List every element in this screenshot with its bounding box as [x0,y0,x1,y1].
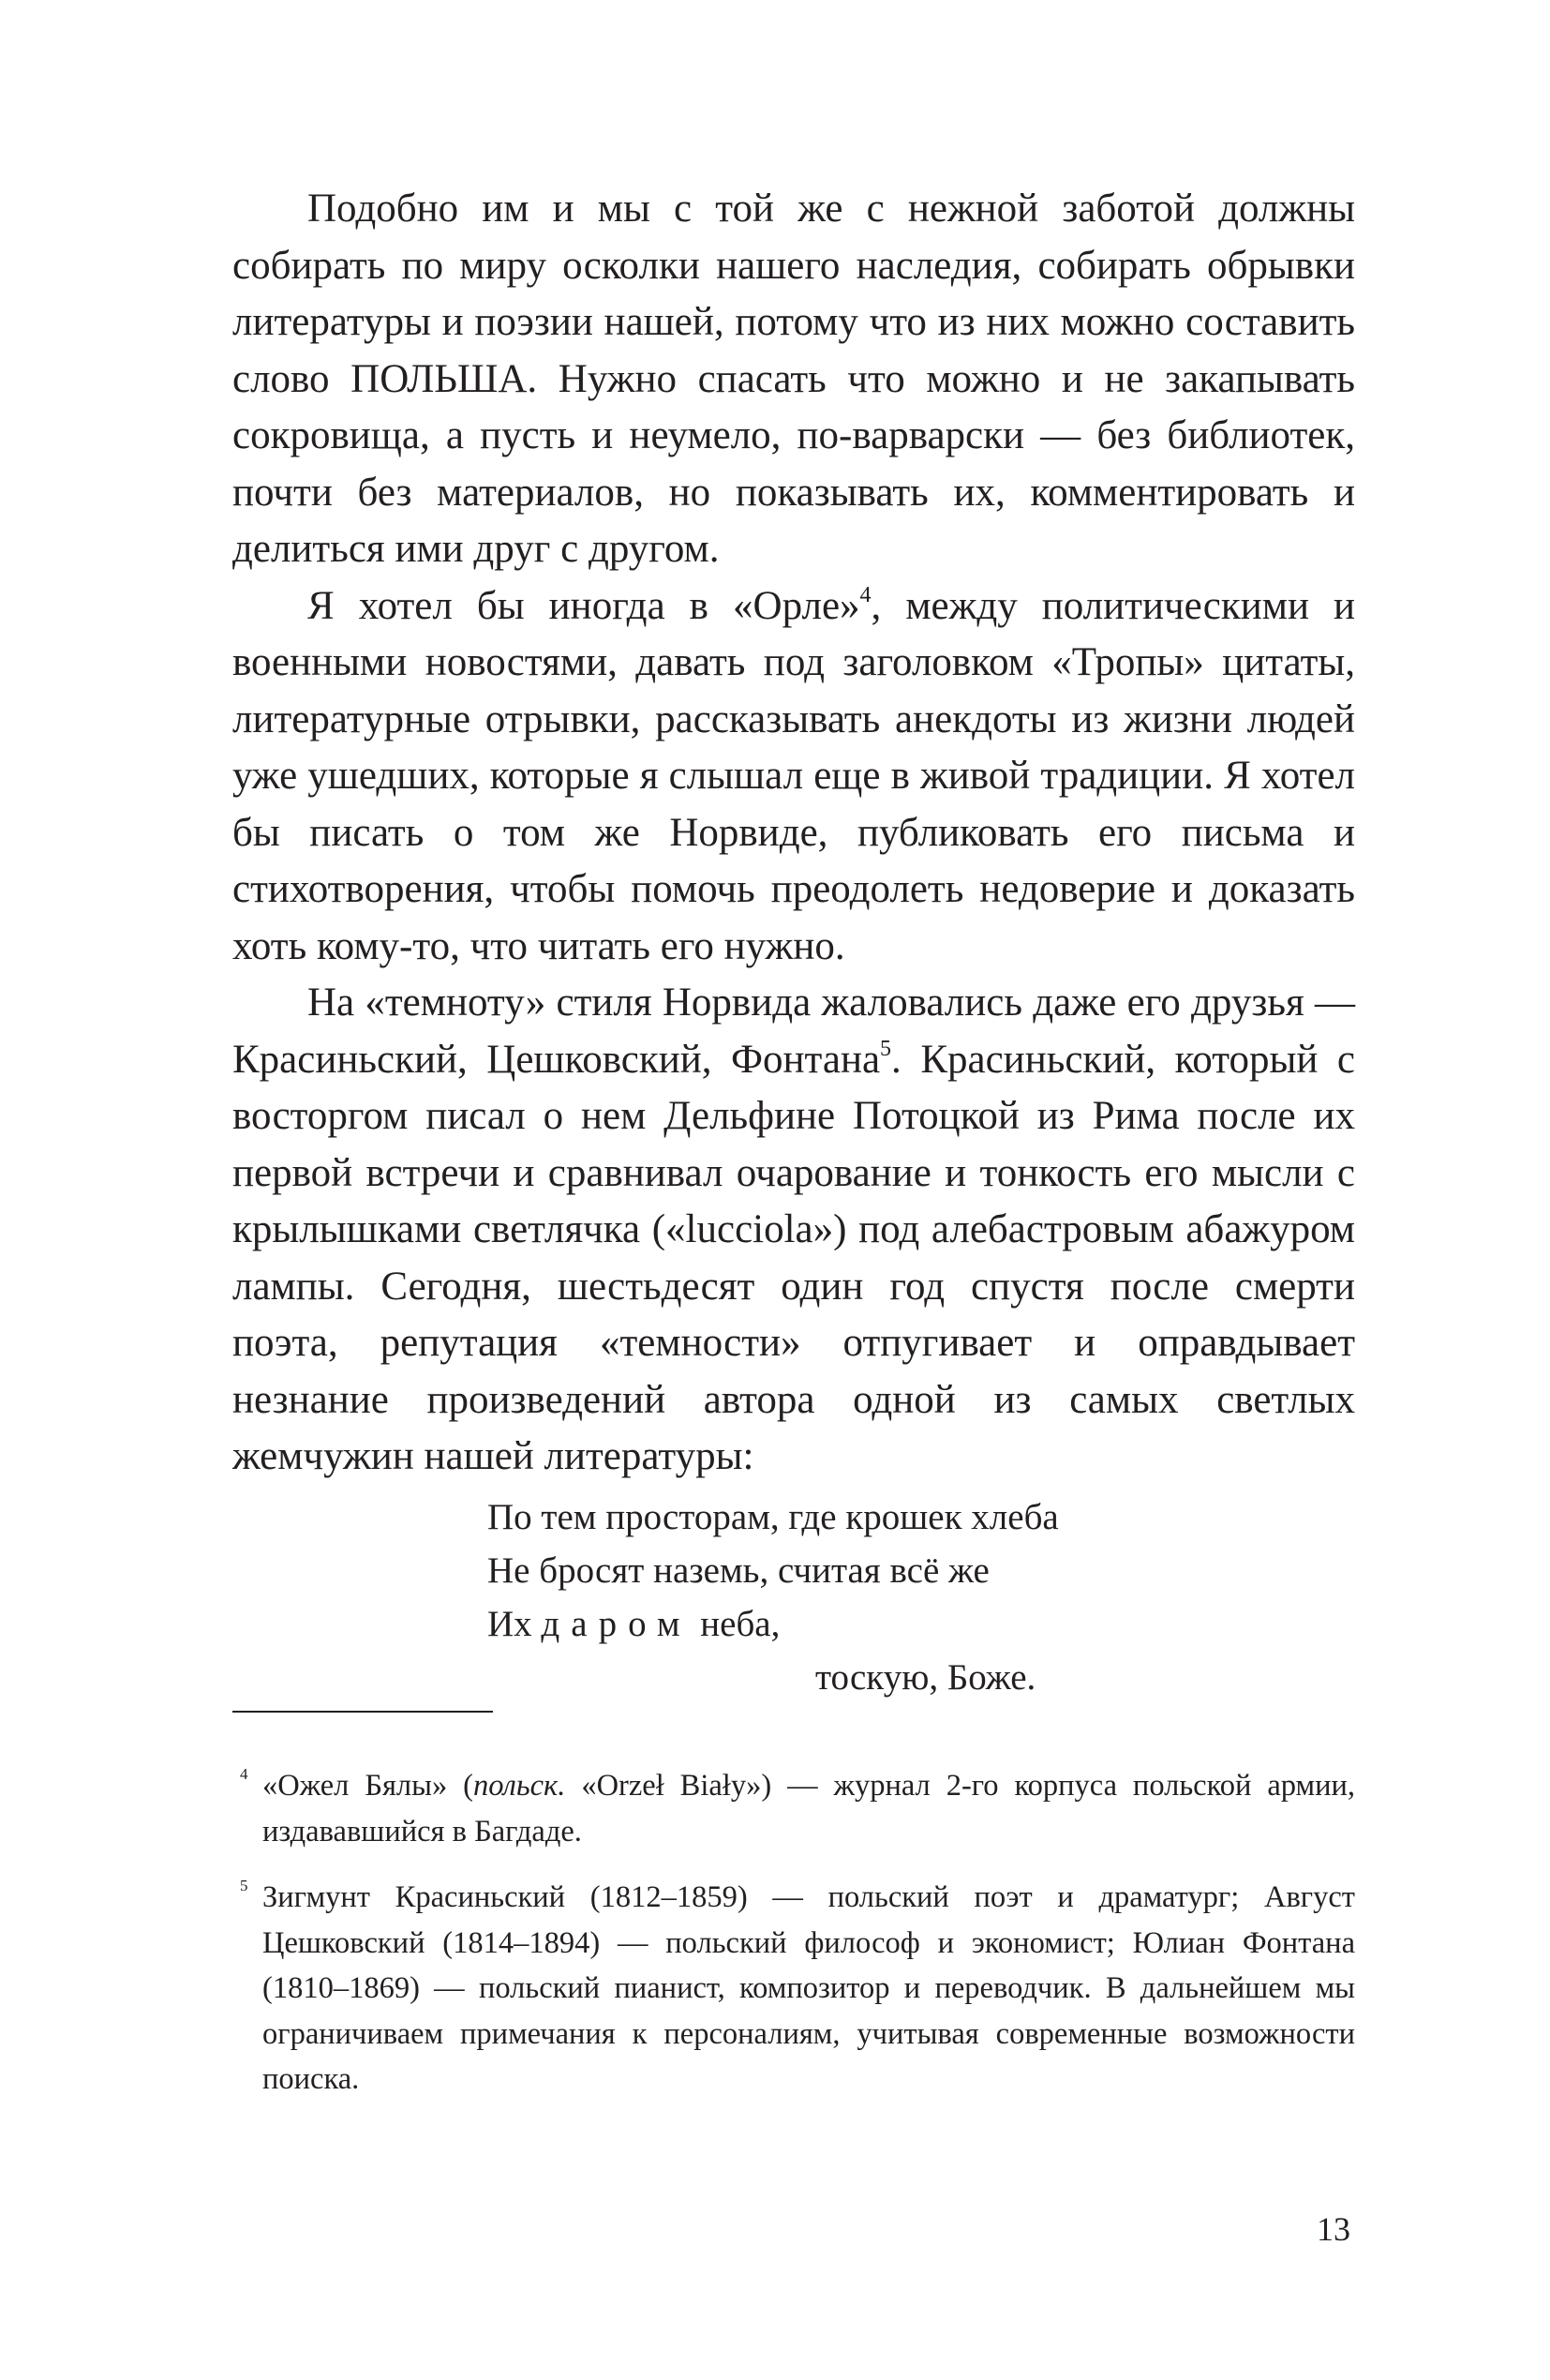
paragraph-2-text-start: Я хотел бы иногда в «Орле» [307,583,860,628]
poem-line-3-end: неба, [700,1604,781,1644]
poem-line-3-start: Их [487,1604,532,1644]
paragraph-3-text-end: . Красиньский, который с восторгом писал о нем Дельфине Потоцкой из Рима после их первой встречи и сравнивал очарование и тонкость его мысли с крылышками светлячка («lucciola») под алебастровым абажуром лампы. Сегодня, шестьдесят один год спустя после смерти поэта, репутация «темности» отпугивает и оправдывает незнание произведений автора одной из самых светлых жемчужин нашей литературы: [232,1037,1355,1478]
poem-line-2: Не бросят наземь, считая всё же [487,1550,990,1591]
footnote-4-text-start: «Ожел Бялы» ( [262,1769,473,1803]
footnote-4-number: 4 [240,1765,248,1783]
footnote-5-text: Зигмунт Красиньский (1812–1859) — польский поэт и драматург; Август Цешковский (1814–1894) — польский философ и экономист; Юлиан Фонтана (1810–1869) — польский пианист, композитор и переводчик. В дальнейшем мы ограничиваем примечания к персоналиям, учитывая современные возможности поиска. [262,1880,1355,2096]
footnote-4 [232,1763,1355,1854]
footnotes [232,1763,1355,2123]
footnote-ref-4[interactable]: 4 [859,582,872,607]
footnote-4-text-end: «Orzeł Biały») — журнал 2-го корпуса польской армии, издававшийся в Багдаде. [262,1769,1355,1849]
paragraph-3-text-start: На «темноту» стиля Норвида жаловались даже его друзья — Красиньский, Цешковский, Фонтана [232,980,1355,1082]
paragraph-2 [232,578,1355,976]
footnote-divider [232,1711,493,1713]
poem-quote [487,1490,1059,1704]
main-text [232,181,1355,1486]
page-number: 13 [1317,2210,1350,2248]
poem-line-3 [487,1597,1059,1651]
poem-line-4: тоскую, Боже. [815,1657,1036,1698]
footnote-ref-5[interactable]: 5 [880,1036,892,1061]
paragraph-2-text-end: , между политическими и военными новостями, давать под заголовком «Тропы» цитаты, литературные отрывки, рассказывать анекдоты из жизни людей уже ушедших, которые я слышал еще в живой традиции. Я хотел бы писать о том же Норвиде, публиковать его письма и стихотворения, чтобы помочь преодолеть недоверие и доказать хоть кому-то, что читать его нужно. [232,583,1355,968]
paragraph-3 [232,975,1355,1486]
poem-line-3-spaced-word: даром [541,1604,692,1644]
footnote-5-number: 5 [240,1877,248,1894]
poem-line-1: По тем просторам, где крошек хлеба [487,1497,1059,1537]
footnote-4-italic: польск. [472,1769,566,1803]
footnote-5 [232,1875,1355,2103]
paragraph-1: Подобно им и мы с той же с нежной заботой должны собирать по миру осколки нашего наследия, собирать обрывки литературы и поэзии нашей, потому что из них можно составить слово ПОЛЬША. Нужно спасать что можно и не закапывать сокровища, а пусть и неумело, по-варварски — без библиотек, почти без материалов, но показывать их, комментировать и делиться ими друг с другом. [232,187,1355,571]
